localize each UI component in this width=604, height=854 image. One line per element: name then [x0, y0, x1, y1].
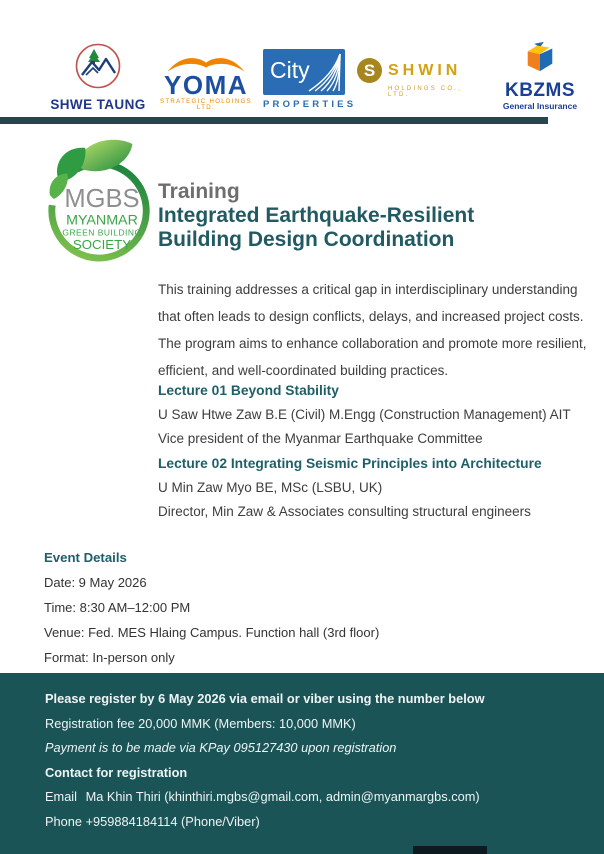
contact-email-row — [45, 790, 584, 804]
intro-paragraph — [158, 276, 604, 384]
sponsor-kbzms — [492, 40, 588, 111]
svg-text:S: S — [363, 61, 376, 80]
sponsor-city-properties — [263, 49, 357, 110]
lecture-1-speaker: U Saw Htwe Zaw B.E (Civil) M.Engg (Construction Management) AIT — [158, 407, 571, 423]
event-details-heading: Event Details — [44, 550, 127, 565]
event-format: Format: In-person only — [44, 650, 175, 665]
registration-fee: Registration fee 20,000 MMK (Members: 10,000 MMK) — [45, 715, 356, 731]
yoma-subtitle: STRATEGIC HOLDINGS LTD. — [159, 99, 253, 111]
page-corner-mark — [413, 846, 487, 854]
shwe-taung-wordmark: SHWE TAUNG — [50, 97, 146, 112]
divider-bar — [0, 117, 548, 124]
email-value: Ma Khin Thiri (khinthiri.mgbs@gmail.com, admin@myanmargbs.com) — [85, 789, 480, 804]
kbzms-wordmark: KBZMS — [504, 80, 576, 101]
sponsor-shwe-taung — [42, 42, 154, 112]
mgbs-word-myanmar: MYANMAR — [66, 212, 138, 229]
mgbs-word-society: SOCIETY — [72, 237, 132, 253]
lecture-2-speaker: U Min Zaw Myo BE, MSc (LSBU, UK) — [158, 479, 383, 495]
intro-line: efficient, and well-coordinated building practices. — [158, 363, 449, 378]
email-label: Email — [45, 789, 77, 804]
shwin-subtitle: HOLDINGS CO., LTD. — [388, 86, 462, 98]
sponsor-shwin — [356, 57, 474, 98]
mgbs-acronym: MGBS — [64, 184, 140, 213]
hero — [158, 180, 598, 251]
mgbs-word-green-building: GREEN BUILDING — [62, 227, 142, 238]
contact-phone-row — [45, 815, 584, 829]
intro-line: The program aims to enhance collaboration and promote more resilient, — [158, 336, 587, 351]
intro-line: This training addresses a critical gap in interdisciplinary understanding — [158, 282, 578, 297]
mgbs-logo — [42, 134, 160, 273]
yoma-wordmark: YOMA — [164, 70, 248, 100]
page-title-line2: Building Design Coordination — [158, 227, 455, 251]
kbzms-subtitle: General Insurance — [502, 101, 578, 111]
city-sail-building-icon — [263, 49, 345, 95]
payment-note: Payment is to be made via KPay 095127430 upon registration — [45, 740, 397, 755]
event-time: Time: 8:30 AM–12:00 PM — [44, 600, 191, 615]
city-logo-box — [263, 49, 345, 95]
mgbs-ring-leaf-icon — [42, 134, 160, 268]
lectures-section — [158, 379, 604, 524]
kicker-training: Training — [158, 180, 240, 203]
lecture-1-role: Vice president of the Myanmar Earthquake Committee — [158, 431, 483, 447]
kbzms-cube-icon — [521, 40, 559, 74]
event-details-section — [44, 545, 564, 670]
register-deadline-note: Please register by 6 May 2026 via email or viber using the number below — [45, 691, 485, 706]
shwin-wordmark: SHWIN — [388, 61, 462, 79]
event-date: Date: 9 May 2026 — [44, 575, 147, 590]
shwin-s-icon — [356, 57, 383, 84]
lecture-2-title: Lecture 02 Integrating Seismic Principles into Architecture — [158, 455, 542, 471]
city-properties-subtitle: PROPERTIES — [263, 99, 357, 110]
page-title-line1: Integrated Earthquake-Resilient — [158, 204, 475, 227]
lecture-1-title: Lecture 01 Beyond Stability — [158, 383, 339, 398]
lecture-2-role: Director, Min Zaw & Associates consulting structural engineers — [158, 504, 531, 520]
phone-value: +959884184114 (Phone/Viber) — [85, 813, 260, 829]
event-venue: Venue: Fed. MES Hlaing Campus. Function hall (3rd floor) — [44, 625, 380, 640]
phone-label: Phone — [45, 813, 83, 829]
contact-heading: Contact for registration — [45, 764, 188, 780]
registration-footer — [0, 673, 604, 854]
shwe-taung-mountain-icon — [73, 42, 123, 90]
intro-line: that often leads to design conflicts, delays, and increased project costs. — [158, 309, 584, 324]
city-wordmark: City — [270, 57, 310, 83]
sponsor-yoma — [150, 50, 262, 111]
